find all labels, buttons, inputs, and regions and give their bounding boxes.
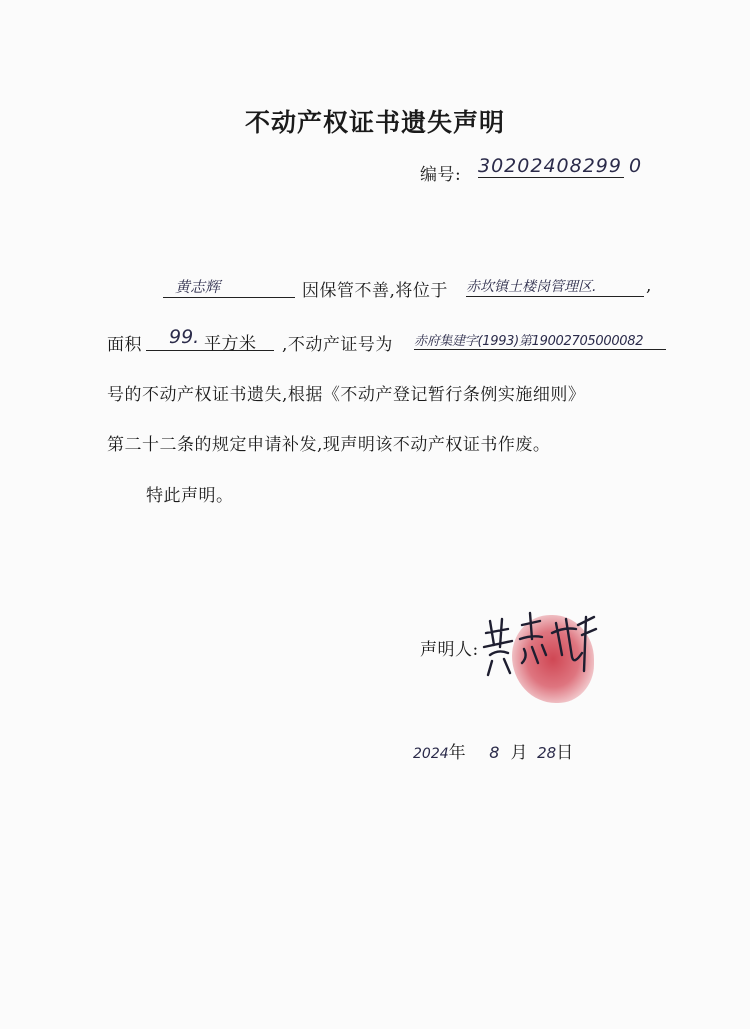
cert-label: ,不动产证号为 <box>282 335 393 355</box>
location-value: 赤坎镇土楼岗管理区. <box>466 276 644 297</box>
declarant-label: 声明人: <box>420 640 479 660</box>
number-label: 编号: <box>420 165 462 185</box>
line1-text: 因保管不善,将位于 <box>302 281 448 301</box>
date-year: 2024 <box>413 746 449 762</box>
area-underline <box>146 326 274 354</box>
date-year-char: 年 <box>448 743 467 763</box>
cert-value: 赤府集建字(1993)第19002705000082 <box>414 330 666 350</box>
body-line-3: 号的不动产权证书遗失,根据《不动产登记暂行条例实施细则》 <box>107 385 586 405</box>
date-day: 28 <box>537 744 557 762</box>
handwritten-signature <box>478 605 608 685</box>
owner-name: 黄志辉 <box>163 276 295 298</box>
closing-text: 特此声明。 <box>146 486 234 506</box>
body-line-4: 第二十二条的规定申请补发,现声明该不动产权证书作废。 <box>107 435 551 455</box>
area-value: 99. <box>169 326 200 348</box>
date-month: 8 <box>489 743 500 762</box>
date-line <box>413 738 574 763</box>
document-title: 不动产权证书遗失声明 <box>244 108 505 137</box>
area-label: 面积 <box>107 335 142 355</box>
line1-end: , <box>646 276 652 296</box>
area-unit: 平方米 <box>204 334 257 354</box>
number-value: 30202408299 0 <box>478 155 643 177</box>
date-day-char: 日 <box>556 743 574 763</box>
date-month-char: 月 <box>510 743 529 763</box>
